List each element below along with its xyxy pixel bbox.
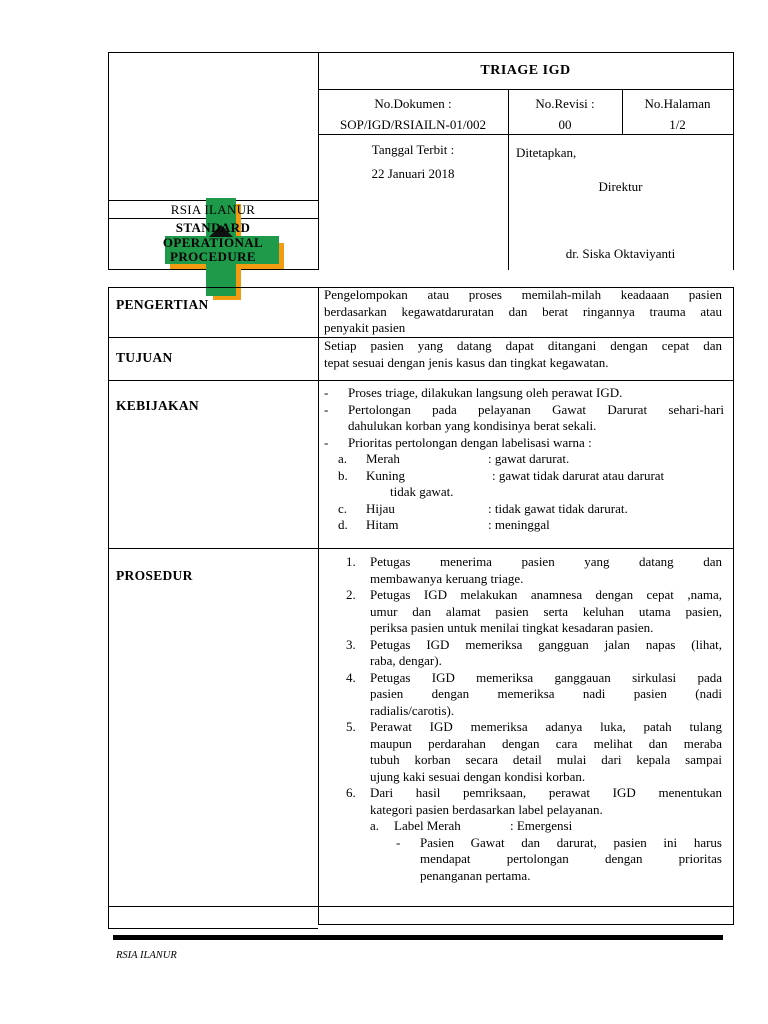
prosedur-step-line: 3. Petugas IGD memeriksa gangguan jalan napas (lihat, (346, 636, 722, 652)
prosedur-step-line: 2. Petugas IGD melakukan anamnesa dengan cepat ,nama, (346, 587, 722, 602)
footer-text: RSIA ILANUR (116, 950, 177, 961)
tujuan-text: Setiap pasien yang datang dapat ditangani dengan cepat dan tepat sesuai dengan jenis kasus dan tingkat kegawatan. (324, 338, 722, 370)
prosedur-list (346, 554, 722, 884)
prosedur-step-line: membawanya keruang triage. (370, 570, 524, 586)
no-halaman-value: 1/2 (669, 117, 686, 132)
sop-line-1: STANDARD (175, 220, 251, 235)
tanggal-terbit-label: Tanggal Terbit : (371, 142, 455, 157)
hospital-name: RSIA ILANUR (170, 202, 256, 217)
prosedur-step-line: raba, dengar). (370, 653, 442, 668)
tanggal-terbit-value: 22 Januari 2018 (371, 166, 455, 181)
prosedur-step-line: 1. Petugas menerima pasien yang datang dan (346, 554, 722, 569)
prosedur-step-line: periksa pasien untuk menilai tingkat kesadaran pasien. (370, 620, 654, 635)
prosedur-step-line: pasien dengan memeriksa nadi pasien (nadi (370, 686, 722, 701)
prosedur-step-line: umur dan alamat pasien serta keluhan utama pasien, (370, 603, 722, 619)
no-revisi-label: No.Revisi : (535, 96, 595, 111)
direktur-name: dr. Siska Oktaviyanti (565, 246, 676, 261)
prosedur-sub-bullet-line: penanganan pertama. (420, 867, 531, 883)
prosedur-step-line: 6. Dari hasil pemriksaan, perawat IGD menentukan (346, 785, 722, 800)
pengertian-label: PENGERTIAN (116, 297, 209, 312)
ditetapkan-text: Ditetapkan, (516, 145, 577, 160)
no-revisi-value: 00 (558, 117, 572, 132)
tujuan-label: TUJUAN (116, 350, 173, 365)
no-halaman-label: No.Halaman (644, 96, 711, 111)
sop-title (108, 221, 318, 265)
kebijakan-list: - Proses triage, dilakukan langsung oleh perawat IGD. - Pertolongan pada pelayanan Gawat Darurat sehari-hari dahulukan korban yang kondisinya berat sekali. - Prioritas pertolongan dengan labelisasi warna : a. Merah : gawat darurat. b. Kuning : gawat tidak darurat atau darurat tidak gawat. c. Hijau : tidak gawat tidak darurat. d. Hitam : meninggal (324, 385, 724, 532)
prosedur-sub-bullet-line: - Pasien Gawat dan darurat, pasien ini harus (396, 834, 722, 850)
prosedur-step-line: ujung kaki sesuai dengan kondisi korban. (370, 768, 586, 784)
no-dokumen-value: SOP/IGD/RSIAILN-01/002 (340, 117, 486, 132)
prosedur-step-line: maupun perdarahan dengan cara melihat dan meraba (370, 735, 722, 751)
prosedur-sub-item: a. Label Merah : Emergensi (370, 818, 573, 833)
prosedur-step-line: 5. Perawat IGD memeriksa adanya luka, patah tulang (346, 719, 722, 734)
prosedur-sub-bullet-line: mendapat pertolongan dengan prioritas (420, 851, 722, 866)
sop-line-2: OPERATIONAL (162, 234, 264, 250)
prosedur-step-line: radialis/carotis). (370, 702, 455, 718)
prosedur-label: PROSEDUR (116, 568, 193, 583)
prosedur-step-line: tubuh korban secara detail mulai dari kepala sampai (370, 752, 722, 767)
document-title: TRIAGE IGD (480, 63, 571, 78)
no-dokumen-label: No.Dokumen : (374, 96, 452, 111)
prosedur-step-line: 4. Petugas IGD memeriksa ganggauan sirkulasi pada (346, 669, 722, 685)
kebijakan-label: KEBIJAKAN (116, 398, 199, 413)
sop-line-3: PROCEDURE (170, 249, 256, 264)
prosedur-step-line: kategori pasien berdasarkan label pelayanan. (370, 801, 603, 817)
footer-rule (113, 935, 723, 940)
direktur-title: Direktur (598, 179, 643, 194)
pengertian-text: Pengelompokan atau proses memilah-milah keadaaan pasien berdasarkan kegawatdaruratan dan berat ringannya trauma atau penyakit pasien (324, 287, 722, 335)
